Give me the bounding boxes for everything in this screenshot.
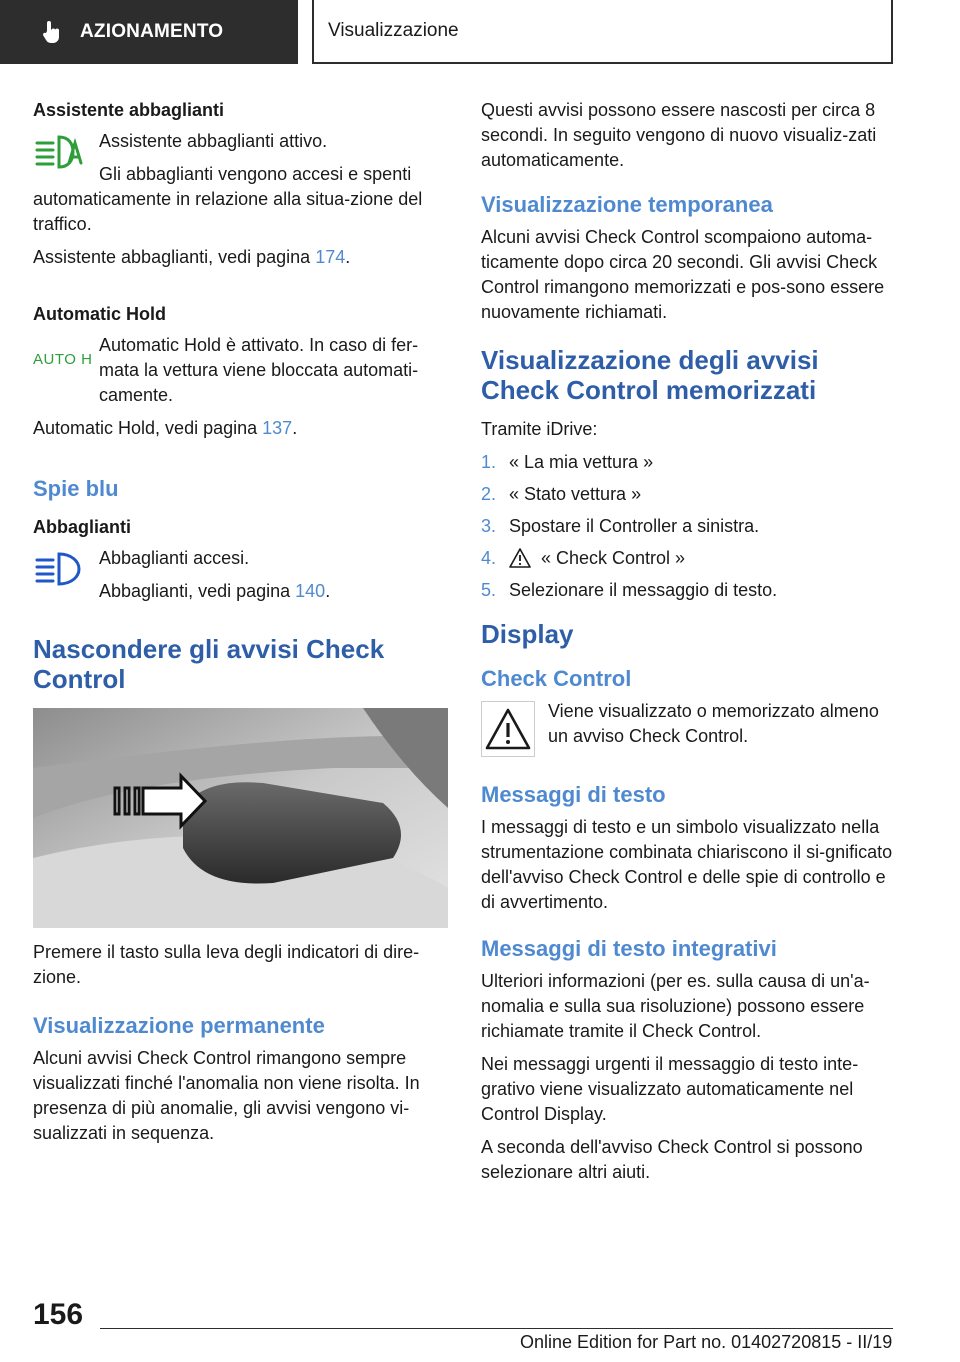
page-link-137[interactable]: 137 [262, 418, 293, 438]
ref-text: Assistente abbaglianti, vedi pagina [33, 247, 316, 267]
step-number: 5. [481, 580, 497, 600]
step-text: « Check Control » [541, 548, 686, 568]
footer-divider [100, 1328, 893, 1329]
high-beam-assist-heading: Assistente abbaglianti [33, 100, 225, 120]
list-item [481, 578, 895, 603]
supplementary-text-2: Nei messaggi urgenti il messaggio di testo inte-grativo viene visualizzato automaticamente nel Control Display. [481, 1054, 859, 1124]
check-control-block [481, 699, 895, 759]
turn-signal-lever-photo [33, 708, 448, 928]
permanent-display-heading: Visualizzazione permanente [33, 1013, 325, 1038]
display-heading: Display [481, 619, 574, 649]
warning-triangle-icon [509, 548, 531, 568]
permanent-display-text: Alcuni avvisi Check Control rimangono sempre visualizzati finché l'anomalia non viene risolta. In presenza di più anomalie, gli avvisi vengono vi-sualizzati in sequenza. [33, 1048, 420, 1143]
list-item [481, 450, 895, 475]
ref-suffix: . [325, 581, 331, 601]
high-beam-assist-line2-wrap [33, 162, 448, 237]
list-item [481, 546, 895, 571]
list-item [481, 482, 895, 507]
supplementary-messages-heading: Messaggi di testo integrativi [481, 936, 777, 961]
chapter-box [312, 0, 893, 64]
hide-check-control-heading: Nascondere gli avvisi Check Control [33, 634, 385, 694]
hand-pointer-icon [38, 19, 64, 45]
high-beam-assist-ref [33, 245, 448, 270]
high-beams-heading: Abbaglianti [33, 517, 131, 537]
right-column [481, 98, 895, 1193]
page-link-140[interactable]: 140 [295, 581, 326, 601]
ref-text: Abbaglianti, vedi pagina [99, 581, 296, 601]
step-number: 3. [481, 516, 497, 536]
warning-triangle-icon [481, 701, 535, 757]
high-beam-assist-block [33, 129, 448, 237]
high-beam-assist-line1: Assistente abbaglianti attivo. [99, 131, 328, 151]
high-beams-block [33, 546, 448, 604]
page-link-174[interactable]: 174 [315, 247, 346, 267]
hide-intro-text: Questi avvisi possono essere nascosti per circa 8 secondi. In seguito vengono di nuovo visualiz-zati automaticamente. [481, 100, 877, 170]
ref-text: Automatic Hold, vedi pagina [33, 418, 263, 438]
auto-hold-ref [33, 416, 448, 441]
section-tab [0, 0, 298, 64]
text-messages-text: I messaggi di testo e un simbolo visualizzato nella strumentazione combinata chiariscono il si-gnificato dell'avviso Check Control e delle spie di controllo e di avvertimento. [481, 817, 893, 912]
high-beams-ref [99, 579, 448, 604]
ref-suffix: . [345, 247, 351, 267]
auto-hold-icon: AUTO H [33, 351, 93, 368]
auto-hold-heading: Automatic Hold [33, 304, 166, 324]
high-beam-icon [33, 550, 85, 590]
high-beam-assist-line2: Gli abbaglianti vengono accesi e spenti automaticamente in relazione alla situa-zione del traffico. [33, 164, 423, 234]
high-beam-assist-icon [33, 133, 85, 173]
steps-list [481, 450, 895, 603]
text-messages-heading: Messaggi di testo [481, 782, 666, 807]
step-number: 2. [481, 484, 497, 504]
step-number: 4. [481, 548, 497, 568]
auto-hold-line1: Automatic Hold è attivato. In caso di fer-mata la vettura viene bloccata automati-camente. [99, 335, 419, 405]
stored-messages-heading: Visualizzazione degli avvisi Check Control memorizzati [481, 345, 819, 405]
blue-lights-heading: Spie blu [33, 476, 119, 501]
chapter-title: Visualizzazione [328, 20, 459, 41]
high-beams-line1: Abbaglianti accesi. [99, 548, 250, 568]
step-text: « Stato vettura » [509, 484, 642, 504]
temporary-display-text: Alcuni avvisi Check Control scompaiono automa-ticamente dopo circa 20 secondi. Gli avvisi Check Control rimangono memorizzati e pos-sono essere nuovamente richiamati. [481, 227, 885, 322]
left-column [33, 98, 448, 1154]
step-text: Spostare il Controller a sinistra. [509, 516, 760, 536]
step-text: « La mia vettura » [509, 452, 654, 472]
page-number: 156 [33, 1298, 84, 1331]
temporary-display-heading: Visualizzazione temporanea [481, 192, 773, 217]
list-item [481, 514, 895, 539]
page-header [0, 0, 960, 66]
via-idrive-text: Tramite iDrive: [481, 419, 598, 439]
auto-hold-block [33, 333, 448, 408]
supplementary-text-3: A seconda dell'avviso Check Control si possono selezionare altri aiuti. [481, 1137, 863, 1182]
section-title: AZIONAMENTO [80, 21, 224, 42]
step-number: 1. [481, 452, 497, 472]
edition-text: Online Edition for Part no. 01402720815 - II/19 [520, 1332, 893, 1352]
check-control-heading: Check Control [481, 666, 632, 691]
step-text: Selezionare il messaggio di testo. [509, 580, 778, 600]
supplementary-text-1: Ulteriori informazioni (per es. sulla causa di un'a-nomalia e sulla sua risoluzione) possono essere richiamate tramite il Check Control. [481, 971, 870, 1041]
ref-suffix: . [292, 418, 298, 438]
check-control-text: Viene visualizzato o memorizzato almeno un avviso Check Control. [548, 701, 879, 746]
photo-caption: Premere il tasto sulla leva degli indicatori di dire-zione. [33, 942, 420, 987]
